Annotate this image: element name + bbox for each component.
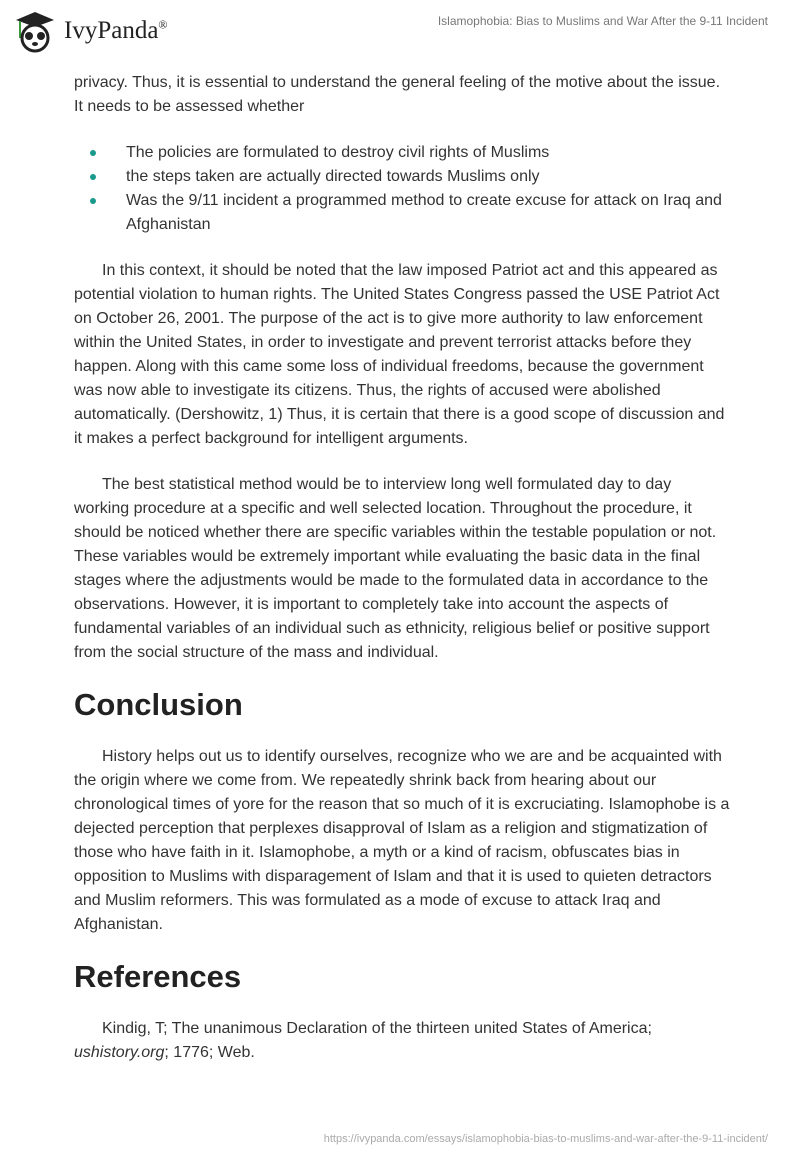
essay-content <box>74 71 730 1087</box>
list-item: Was the 9/11 incident a programmed method to create excuse for attack on Iraq and Afghanistan <box>126 189 730 237</box>
document-title: Islamophobia: Bias to Muslims and War After the 9-11 Incident <box>437 14 768 28</box>
paragraph: The best statistical method would be to interview long well formulated day to day working procedure at a specific and well selected location. Throughout the procedure, it should be noticed whether there are specific variables within the testable population or not. These variables would be extremely important while evaluating the basic data in the final stages where the adjustments would be made to the formulated data in accordance to the observations. However, it is important to completely take into account the aspects of fundamental variables of an individual such as ethnicity, religious belief or positive support from the social structure of the mass and individual. <box>74 476 717 661</box>
reference-entry: Kindig, T; The unanimous Declaration of the thirteen united States of America; ushistory.org; 1776; Web. <box>74 1020 652 1061</box>
references-heading: References <box>74 959 242 994</box>
bullet-list <box>74 141 730 237</box>
source-url[interactable]: https://ivypanda.com/essays/islamophobia-bias-to-muslims-and-war-after-the-9-11-incident/ <box>323 1133 768 1145</box>
brand-name: IvyPanda® <box>64 17 168 44</box>
list-item: The policies are formulated to destroy civil rights of Muslims <box>126 141 730 165</box>
paragraph: privacy. Thus, it is essential to understand the general feeling of the motive about the issue. It needs to be assessed whether <box>74 74 721 115</box>
ivypanda-logo[interactable] <box>12 8 168 54</box>
paragraph: In this context, it should be noted that the law imposed Patriot act and this appeared as potential violation to human rights. The United States Congress passed the USE Patriot Act on October 26, 2001. The purpose of the act is to give more authority to law enforcement within the United States, in order to investigate and prevent terrorist attacks before they happen. Along with this came some loss of individual freedoms, because the government was now able to investigate its citizens. Thus, the rights of accused were abolished automatically. (Dershowitz, 1) Thus, it is certain that there is a good scope of discussion and it makes a perfect background for intelligent arguments. <box>74 262 725 447</box>
list-item: the steps taken are actually directed towards Muslims only <box>126 165 730 189</box>
paragraph: History helps out us to identify ourselves, recognize who we are and be acquainted with the origin where we come from. We repeatedly shrink back from hearing about our chronological times of yore for the reason that so much of it is excruciating. Islamophobe is a dejected perception that perplexes disapproval of Islam as a religion and stigmatization of those who have faith in it. Islamophobe, a myth or a kind of racism, obfuscates bias in opposition to Muslims with disparagement of Islam and that it is used to quieten detractors and Muslim reformers. This was formulated as a mode of excuse to attack Iraq and Afghanistan. <box>74 748 730 933</box>
panda-graduate-icon <box>12 8 58 54</box>
conclusion-heading: Conclusion <box>74 687 243 722</box>
